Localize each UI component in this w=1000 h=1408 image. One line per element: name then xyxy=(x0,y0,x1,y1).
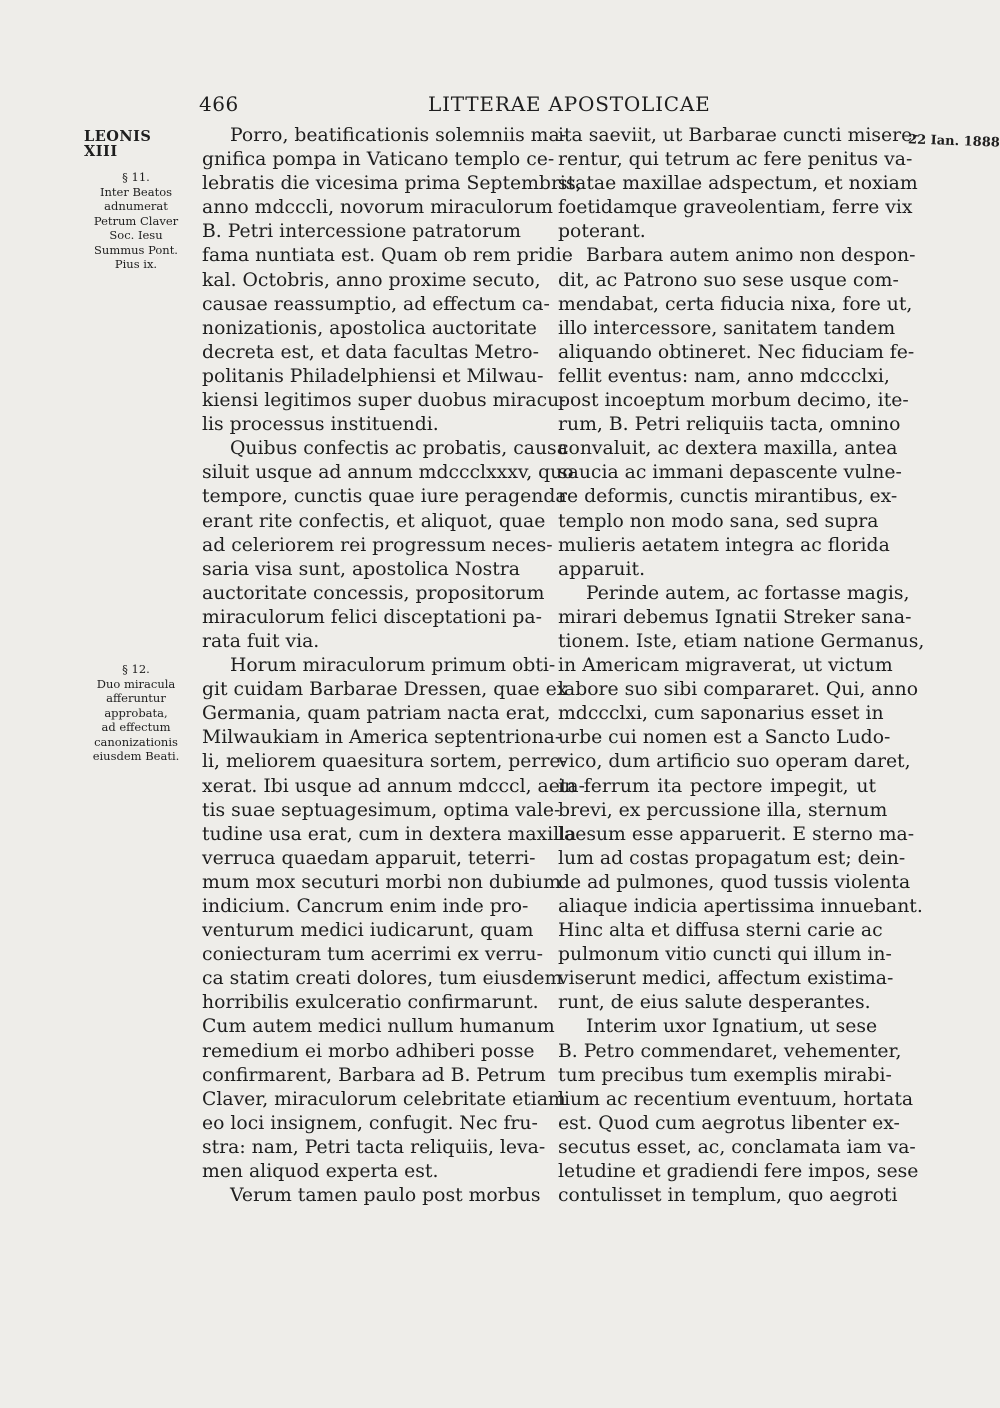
text-line: contulisset in templum, quo aegroti xyxy=(558,1185,898,1207)
text-line: gnifica pompa in Vaticano templo ce- xyxy=(202,149,555,171)
text-line: Verum tamen paulo post morbus xyxy=(230,1185,541,1207)
marginal-note-line: ad effectum xyxy=(101,720,171,734)
running-head: LITTERAE APOSTOLICAE xyxy=(428,92,711,116)
text-line: aliaque indicia apertissima innuebant. xyxy=(558,896,923,917)
text-line: siluit usque ad annum mdccclxxxv, quo xyxy=(202,462,574,484)
marginal-note-line: approbata, xyxy=(104,705,168,720)
text-line: mum mox secuturi morbi non dubium xyxy=(202,871,561,893)
text-line: kiensi legitimos super duobus miracu- xyxy=(202,390,566,412)
text-line: apparuit. xyxy=(558,558,646,580)
text-line: politanis Philadelphiensi et Milwau- xyxy=(202,365,544,387)
text-line: causae reassumptio, ad effectum ca- xyxy=(202,293,550,315)
text-line: mendabat, certa fiducia nixa, fore ut, xyxy=(558,293,913,315)
page-number: 466 xyxy=(199,92,239,116)
text-line: labore suo sibi compararet. Qui, anno xyxy=(558,679,918,701)
text-line: stra: nam, Petri tacta reliquiis, leva- xyxy=(202,1136,546,1158)
marginal-note-line: Soc. Iesu xyxy=(109,228,163,242)
margin-left xyxy=(84,128,188,763)
marginal-note-line: afferuntur xyxy=(106,691,166,705)
text-line: xerat. Ibi usque ad annum mdcccl, aeta- xyxy=(202,775,585,797)
text-line: est. Quod cum aegrotus libenter ex- xyxy=(558,1112,900,1134)
text-line: tionem. Iste, etiam natione Germanus, xyxy=(558,630,925,652)
text-line: rentur, qui tetrum ac fere penitus va- xyxy=(558,149,913,171)
text-line: saria visa sunt, apostolica Nostra xyxy=(202,558,520,580)
text-line: runt, de eius salute desperantes. xyxy=(558,992,871,1014)
text-line: mdccclxi, cum saponarius esset in xyxy=(558,703,884,725)
text-line: coniecturam tum acerrimi ex verru- xyxy=(202,944,543,966)
marginal-note-line: § 12. xyxy=(122,662,150,676)
text-line: viserunt medici, affectum existima- xyxy=(558,968,894,990)
text-line: li, meliorem quaesitura sortem, perre- xyxy=(202,751,567,773)
text-line: Quibus confectis ac probatis, causa xyxy=(230,438,568,460)
text-line: statae maxillae adspectum, et noxiam xyxy=(558,173,918,195)
text-line: lis processus instituendi. xyxy=(202,414,439,436)
text-line: Milwaukiam in America septentriona- xyxy=(202,727,562,749)
text-line: mirari debemus Ignatii Streker sana- xyxy=(558,606,912,628)
text-line: brevi, ex percussione illa, sternum xyxy=(558,799,888,821)
marginal-note-11 xyxy=(84,170,188,272)
text-line: fama nuntiata est. Quam ob rem pridie xyxy=(202,245,573,267)
text-line: miraculorum felici disceptationi pa- xyxy=(202,606,542,628)
text-line: templo non modo sana, sed supra xyxy=(558,510,879,532)
text-line: Hinc alta et diffusa sterni carie ac xyxy=(558,920,883,942)
text-line: saucia ac immani depascente vulne- xyxy=(558,462,902,484)
text-line: in Americam migraverat, ut victum xyxy=(558,655,893,677)
text-line: urbe cui nomen est a Sancto Ludo- xyxy=(558,727,891,749)
text-line: re deformis, cunctis mirantibus, ex- xyxy=(558,486,898,508)
text-line: dit, ac Patrono suo sese usque com- xyxy=(558,269,899,291)
text-line: mulieris aetatem integra ac florida xyxy=(558,534,890,556)
text-line: ca statim creati dolores, tum eiusdem xyxy=(202,968,563,990)
text-line: auctoritate concessis, propositorum xyxy=(202,582,545,604)
text-line: vico, dum artificio suo operam daret, xyxy=(558,751,911,773)
text-line: secutus esset, ac, conclamata iam va- xyxy=(558,1136,916,1158)
text-line: in ferrum ita pectore impegit, ut xyxy=(558,775,876,797)
text-line: post incoeptum morbum decimo, ite- xyxy=(558,390,909,412)
text-line: tum precibus tum exemplis mirabi- xyxy=(558,1064,892,1086)
text-line: indicium. Cancrum enim inde pro- xyxy=(202,896,529,917)
text-line: remedium ei morbo adhiberi posse xyxy=(202,1040,535,1062)
marginal-note-line: canonizationis xyxy=(94,734,178,749)
text-line: poterant. xyxy=(558,221,646,243)
text-line: nonizationis, apostolica auctoritate xyxy=(202,317,537,339)
text-line: lium ac recentium eventuum, hortata xyxy=(558,1088,914,1110)
text-line: letudine et gradiendi fere impos, sese xyxy=(558,1161,919,1183)
text-line: tempore, cunctis quae iure peragenda xyxy=(202,486,567,508)
text-line: eo loci insignem, confugit. Nec fru- xyxy=(202,1112,538,1134)
text-line: B. Petro commendaret, vehementer, xyxy=(558,1040,902,1062)
text-line: laesum esse apparuerit. E sterno ma- xyxy=(558,823,915,845)
text-line: rata fuit via. xyxy=(202,630,320,652)
text-line: Interim uxor Ignatium, ut sese xyxy=(586,1016,878,1038)
marginal-note-line: Inter Beatos xyxy=(99,184,173,199)
text-line: illo intercessore, sanitatem tandem xyxy=(558,317,896,339)
text-line: men aliquod experta est. xyxy=(202,1161,439,1183)
text-line: foetidamque graveolentiam, ferre vix xyxy=(558,197,913,219)
text-line: pulmonum vitio cuncti qui illum in- xyxy=(558,944,892,966)
text-line: Germania, quam patriam nacta erat, xyxy=(202,703,551,725)
text-line: Porro, beatificationis solemniis ma- xyxy=(230,125,567,146)
marginal-note-line: adnumerat xyxy=(104,199,168,213)
text-line: de ad pulmones, quod tussis violenta xyxy=(558,871,911,893)
marginal-note-line: Duo miracula xyxy=(96,676,176,691)
text-line: tis suae septuagesimum, optima vale- xyxy=(202,799,561,821)
text-line: Horum miraculorum primum obti- xyxy=(230,655,556,677)
text-line: ita saeviit, ut Barbarae cuncti misere- xyxy=(558,125,919,146)
pope-heading: LEONIS XIII xyxy=(84,128,152,160)
text-line: tudine usa erat, cum in dextera maxilla xyxy=(202,823,577,845)
text-line: ad celeriorem rei progressum neces- xyxy=(202,534,553,556)
marginal-note-12 xyxy=(84,662,188,764)
text-line: venturum medici iudicarunt, quam xyxy=(202,920,534,942)
text-line: kal. Octobris, anno proxime secuto, xyxy=(202,269,541,291)
marginal-note-line: Summus Pont. xyxy=(94,242,178,257)
text-line: B. Petri intercessione patratorum xyxy=(202,221,521,243)
column-right xyxy=(558,124,925,1208)
text-line: Cum autem medici nullum humanum xyxy=(202,1016,555,1038)
text-line: rum, B. Petri reliquiis tacta, omnino xyxy=(558,414,901,436)
text-line: anno mdcccli, novorum miraculorum xyxy=(202,197,553,219)
text-line: horribilis exulceratio confirmarunt. xyxy=(202,992,539,1014)
text-line: decreta est, et data facultas Metro- xyxy=(202,341,539,363)
marginal-note-line: Petrum Claver xyxy=(93,213,179,228)
text-line: lum ad costas propagatum est; dein- xyxy=(558,847,906,869)
marginal-note-line: § 11. xyxy=(122,170,150,184)
text-line: fellit eventus: nam, anno mdccclxi, xyxy=(558,365,890,387)
text-line: aliquando obtineret. Nec fiduciam fe- xyxy=(558,341,915,363)
text-line: confirmarent, Barbara ad B. Petrum xyxy=(202,1064,546,1086)
text-line: convaluit, ac dextera maxilla, antea xyxy=(558,438,898,460)
text-line: verruca quaedam apparuit, teterri- xyxy=(202,847,536,869)
text-line: erant rite confectis, et aliquot, quae xyxy=(202,510,546,532)
marginal-note-line: eiusdem Beati. xyxy=(92,749,180,763)
text-line: Barbara autem animo non despon- xyxy=(586,245,916,267)
text-line: git cuidam Barbarae Dressen, quae ex xyxy=(202,679,568,701)
column-left xyxy=(202,124,585,1208)
text-line: lebratis die vicesima prima Septembris, xyxy=(202,173,582,195)
date-margin: 22 Ian. 1888 xyxy=(907,132,1000,151)
marginal-note-line: Pius ix. xyxy=(114,257,158,271)
text-line: Perinde autem, ac fortasse magis, xyxy=(586,582,910,604)
text-line: Claver, miraculorum celebritate etiam xyxy=(202,1088,566,1110)
